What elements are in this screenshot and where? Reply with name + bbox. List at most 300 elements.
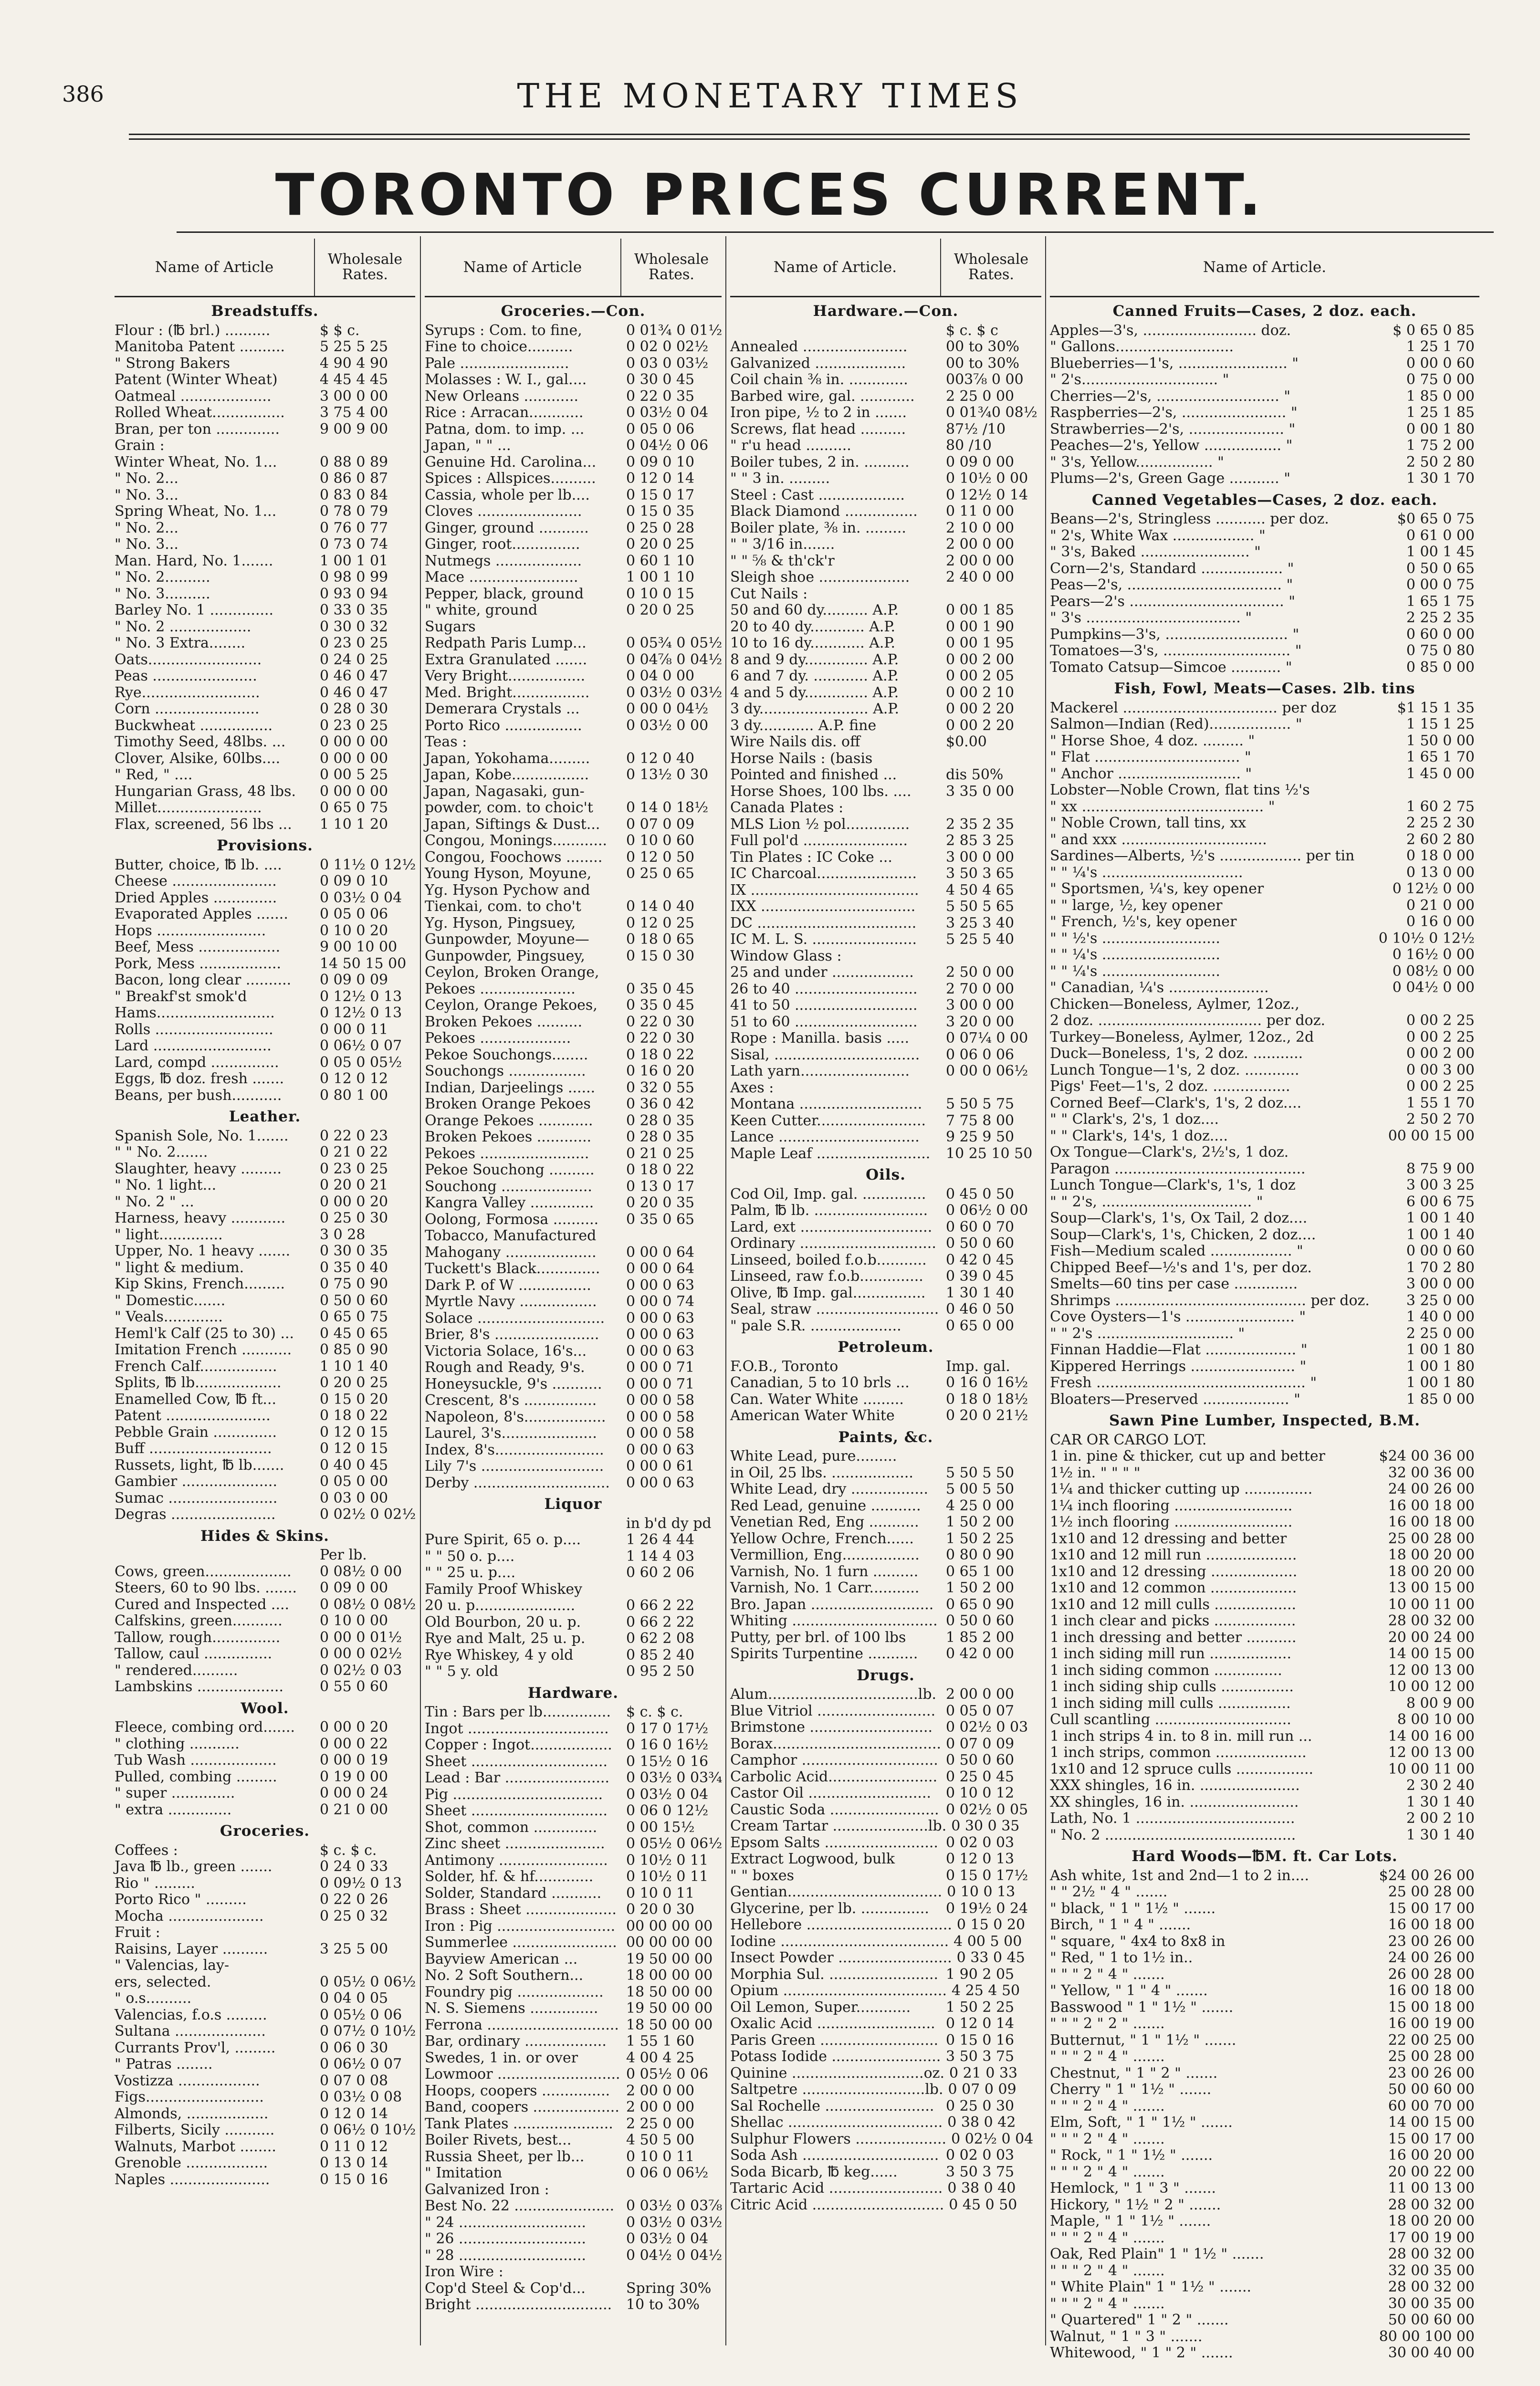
article-name: Steel : Cast ................... [730,486,905,503]
wholesale-rate: 0 42 0 00 [946,1645,1015,1662]
article-name: 50 and 60 dy.......... A.P. [730,602,899,618]
wholesale-rate: 0 25 0 45 [946,1768,1015,1785]
article-name: Porto Rico ................. [425,717,582,734]
article-name: " Red, " .... [115,766,193,783]
wholesale-rate: 19 50 00 00 [626,2000,713,2017]
price-row [115,751,415,767]
article-name: Citric Acid ............................. [730,2196,944,2213]
wholesale-rate [1346,996,1479,1013]
article-name: Screws, flat head .......... [730,420,906,438]
price-row [115,906,415,923]
article-name: " Sportsmen, ¼'s, key opener [1050,880,1264,897]
article-name: Spirits Turpentine ........... [730,1645,918,1662]
price-row [730,882,1041,899]
wholesale-rate: 0 00 2 25 [1406,1028,1475,1046]
wholesale-rate: 0 46 0 47 [320,684,388,701]
price-row [425,2165,722,2182]
price-row [425,1261,722,1277]
article-name: Cut Nails : [730,585,808,602]
article-name: Winter Wheat, No. 1... [115,453,277,471]
wholesale-rate: 00 00 15 00 [1388,1127,1475,1144]
article-name: Sulphur Flowers .................... [730,2130,947,2147]
wholesale-rate: 00 00 00 00 [626,1934,713,1951]
price-row [1050,2147,1479,2164]
price-row [115,339,415,356]
price-row [1050,2296,1479,2313]
price-row [1050,1868,1479,1884]
wholesale-rate: 0 00 0 00 [320,750,388,767]
wholesale-rate: 3 35 0 00 [946,783,1015,800]
wholesale-rate: 1 00 1 80 [1406,1341,1475,1358]
wholesale-rate: 2 25 2 35 [1406,609,1475,626]
article-name: 1½ in. " " " " [1050,1464,1141,1481]
price-row [1050,454,1479,471]
column-header [425,239,722,297]
wholesale-rate: 15 00 18 00 [1388,1999,1475,2016]
wholesale-rate: 22 00 25 00 [1388,2031,1475,2049]
wholesale-rate: 28 00 32 00 [1388,1612,1475,1629]
price-row [730,2016,1041,2032]
article-name: Maple, " 1 " 1½ " ....... [1050,2213,1211,2229]
article-name: Yg. Hyson, Pingsuey, [425,914,576,931]
wholesale-rate: 14 00 16 00 [1388,1727,1475,1745]
price-row [1050,700,1479,717]
article-name: Gentian.................................. [730,1884,943,1900]
price-row [115,2155,415,2172]
article-name: Eggs, ℔ doz. fresh ....... [115,1070,284,1087]
wholesale-rate: 0 04 0 00 [626,668,695,684]
article-name: Pale ........................ [425,355,569,372]
wholesale-rate: 0 22 0 26 [320,1891,388,1908]
column-header-article: Name of Article. [773,258,897,276]
price-row [730,2147,1041,2164]
wholesale-rate: 19 50 00 00 [626,1950,713,1967]
article-name: Beans—2's, Stringless ........... per doz. [1050,511,1329,527]
article-name: Ash white, 1st and 2nd—1 to 2 in.... [1050,1867,1309,1884]
wholesale-rate: 0 20 0 30 [626,1901,695,1918]
price-row [1050,323,1479,339]
article-name: Pigs' Feet—1's, 2 doz. ................. [1050,1078,1290,1095]
article-name: " Gallons.......................... [1050,338,1234,355]
wholesale-rate: 0 00 0 20 [320,1719,388,1736]
article-name: Pekoes ........................ [425,1145,589,1162]
article-name: Alum.................................lb. [730,1686,937,1703]
article-name: " Rock, " 1 " 1½ " ....... [1050,2147,1213,2164]
price-row [115,857,415,874]
wholesale-rate: 0 10 0 12 [946,1785,1015,1801]
price-row [425,1852,722,1869]
price-row [425,767,722,784]
price-row [425,2297,722,2313]
price-row [115,438,415,454]
wholesale-rate [621,2182,722,2198]
price-row [1050,1613,1479,1630]
price-row [730,1481,1041,1498]
price-row [115,2172,415,2188]
article-name: Saltpetre ...........................lb. [730,2081,943,2098]
price-row [425,586,722,603]
price-row [115,923,415,940]
article-name: " 2's.............................. " [1050,371,1229,388]
article-name: Patna, dom. to imp. ... [425,420,585,438]
wholesale-rate: 1 10 1 20 [320,816,388,833]
article-name: New Orleans ............ [425,387,579,405]
wholesale-rate: 0 13½ 0 30 [626,766,709,783]
price-row [115,1663,415,1679]
article-name: Pekoes ..................... [425,980,576,997]
price-row [115,1736,415,1753]
wholesale-rate: 0 10 0 15 [626,585,695,602]
wholesale-rate [621,1228,722,1245]
price-row [425,833,722,849]
section-heading: Sawn Pine Lumber, Inspected, B.M. [1109,1412,1420,1429]
article-name: Rope : Manilla. basis ..... [730,1030,910,1046]
wholesale-rate: 0 60 2 06 [626,1564,695,1581]
price-row [730,2098,1041,2115]
price-row [115,734,415,751]
wholesale-rate: 0 03½ 0 00 [626,717,709,734]
wholesale-rate: 18 00 20 00 [1388,1547,1475,1563]
price-column-4 [1050,239,1479,2361]
wholesale-rate: 3 50 3 75 [946,2163,1015,2180]
wholesale-rate: 0 02½ 0 03 [320,1662,402,1679]
article-name: Chicken—Boneless, Aylmer, 12oz., [1050,995,1299,1013]
price-row [425,1360,722,1376]
wholesale-rate: 0 05 0 06 [626,420,695,438]
article-name: 2 doz. .................................... per doz. [1050,1012,1326,1029]
price-row [730,800,1041,816]
article-name: Pig ................................. [425,1786,603,1803]
price-row [730,1219,1041,1236]
wholesale-rate: 1 50 2 25 [946,1999,1015,2016]
article-name: Bright .............................. [425,2296,612,2313]
article-name: " pale S.R. .................... [730,1317,901,1334]
wholesale-rate: 0 24 0 25 [320,651,388,668]
article-name: Napoleon, 8's.................. [425,1408,606,1425]
wholesale-rate [621,2264,722,2281]
wholesale-rate: 3 25 3 40 [946,914,1015,931]
price-row [425,1442,722,1459]
price-row [730,1186,1041,1203]
article-name: Peaches—2's, Yellow ................. " [1050,437,1293,454]
column-header [1050,239,1479,297]
article-name: Full pol'd ....................... [730,832,908,849]
wholesale-rate [941,586,1041,603]
price-row [1050,1029,1479,1046]
wholesale-rate: 9 00 9 00 [320,420,388,438]
wholesale-rate: 0 03½ 0 04 [320,889,402,906]
wholesale-rate: 0 02 0 03 [946,2147,1015,2164]
section-heading: Provisions. [217,837,313,854]
wholesale-rate: 0 45 0 50 [949,2196,1017,2213]
price-row [1050,1547,1479,1564]
price-row [730,866,1041,882]
price-row [730,635,1041,652]
article-name: Iron Wire : [425,2263,503,2280]
article-name: Buff ........................... [115,1440,272,1457]
wholesale-rate: 003⅞ 0 00 [946,371,1024,388]
article-name: Sultana .................... [115,2023,266,2040]
article-name: Molasses : W. I., gal.... [425,371,587,388]
wholesale-rate: 0 19½ 0 24 [946,1900,1028,1917]
wholesale-rate: 0 00 2 20 [946,701,1015,717]
article-name: Corned Beef—Clark's, 1's, 2 doz.... [1050,1094,1302,1111]
price-row [425,2050,722,2067]
article-name: Slaughter, heavy ......... [115,1160,282,1177]
price-row [115,1474,415,1490]
price-row [1050,1531,1479,1548]
price-row [1050,2197,1479,2214]
article-name: Fleece, combing ord....... [115,1719,295,1736]
article-name: " 3's, Baked ........................ " [1050,544,1261,560]
wholesale-rate: 0 03½ 0 04 [626,2230,709,2247]
price-row [115,1457,415,1474]
article-name: Orange Pekoes ............ [425,1112,593,1129]
wholesale-rate: 0 00 2 20 [946,717,1015,734]
price-column-2 [425,239,722,2338]
article-name: " Anchor ........................... " [1050,765,1252,782]
price-row [115,372,415,388]
price-row [425,1195,722,1212]
wholesale-rate: 0 00 0 58 [626,1425,695,1442]
price-row [730,1129,1041,1146]
wholesale-rate: 0 33 0 45 [956,1949,1025,1966]
wholesale-rate: 0 15½ 0 16 [626,1753,709,1770]
wholesale-rate: 0 19 0 00 [320,1768,388,1785]
article-name: 1½ inch flooring .......................... [1050,1514,1293,1530]
price-row [1050,1950,1479,1967]
wholesale-rate [315,438,415,454]
price-row [115,1088,415,1104]
wholesale-rate: 0 38 0 42 [947,2114,1016,2131]
wholesale-rate: 0 08½ 0 00 [1392,963,1475,980]
price-row [115,1957,415,1974]
wholesale-rate: 1 65 1 70 [1406,749,1475,765]
wholesale-rate [941,800,1041,816]
article-name: " 3's, Yellow................. " [1050,453,1224,471]
price-row [425,1146,722,1162]
wholesale-rate: 5 25 5 40 [946,931,1015,948]
price-row [730,701,1041,718]
wholesale-rate: 15 00 17 00 [1388,2130,1475,2147]
article-name: " " 2's, ................................. " [1050,1193,1263,1210]
price-row [730,1901,1041,1917]
price-row [1050,2016,1479,2032]
article-name: " No. 3... [115,486,178,503]
article-name: Galvanized .................... [730,355,906,372]
wholesale-rate: 8 75 9 00 [1406,1160,1475,1177]
article-name: " No. 2 .................. [115,618,251,635]
article-name: Brass : Sheet .................... [425,1901,617,1918]
price-row [115,1802,415,1819]
wholesale-rate: $ $ c. [320,322,360,339]
article-name: Venetian Red, Eng ........... [730,1514,919,1530]
wholesale-rate: 8 00 9 00 [1406,1695,1475,1712]
article-name: Patent ....................... [115,1407,271,1424]
article-name: " super .............. [115,1785,235,1801]
price-row [425,685,722,701]
price-row [425,1030,722,1047]
price-row [1050,356,1479,372]
wholesale-rate: 10 00 11 00 [1388,1760,1475,1778]
wholesale-rate: 1 50 2 00 [946,1580,1015,1596]
article-name: Solder, Standard ........... [425,1884,602,1902]
wholesale-rate: 3 00 0 00 [1406,1276,1475,1292]
price-row [425,503,722,520]
article-name: Cured and Inspected .... [115,1596,290,1613]
article-name: Ingot ............................... [425,1720,609,1737]
article-name: Imitation French ........... [115,1341,292,1358]
article-name: Syrups : Com. to fine, [425,322,582,339]
wholesale-rate: 0 36 0 42 [626,1096,695,1112]
article-name: Camphor .............................. [730,1752,938,1769]
price-row [425,1392,722,1409]
price-column-1 [115,239,415,2338]
wholesale-rate: 10 to 30% [626,2296,700,2313]
article-name: Sheet .............................. [425,1753,608,1770]
article-name: " Breakf'st smok'd [115,988,247,1005]
price-row [425,1631,722,1647]
article-name: " Patras ........ [115,2056,213,2072]
price-row [115,1359,415,1375]
wholesale-rate: 0 04 0 05 [320,1990,388,2007]
article-name: Sugars [425,618,476,635]
price-row [425,1869,722,1885]
column-header-rates: Wholesale Rates. [940,239,1041,296]
article-name: " " 2½ " 4 " ....... [1050,1884,1168,1900]
wholesale-rate: 0 12½ 0 13 [320,1005,402,1021]
price-row [1050,1177,1479,1194]
article-name: Axes : [730,1079,774,1096]
article-name: Fine to choice.......... [425,338,573,355]
article-name: 4 and 5 dy.............. A.P. [730,684,899,701]
price-row [1050,931,1479,947]
wholesale-rate: 0 25 0 65 [626,865,695,882]
article-name: Patent (Winter Wheat) [115,371,278,388]
article-name: 41 to 50 ........................... [730,997,918,1014]
article-name: Congou, Monings............ [425,832,608,849]
price-row [730,1835,1041,1852]
article-name: CAR OR CARGO LOT. [1050,1431,1207,1448]
article-name: Blue Vitriol .......................... [730,1702,936,1719]
article-name: F.O.B., Toronto [730,1358,838,1375]
price-row [730,553,1041,570]
wholesale-rate: 0 04½ 0 06 [626,437,709,454]
wholesale-rate: 0 30 0 45 [626,371,695,388]
wholesale-rate: $0.00 [946,733,987,750]
wholesale-rate: 2 35 2 35 [946,816,1015,833]
article-name: Kip Skins, French......... [115,1276,285,1292]
price-row [1050,2098,1479,2115]
price-row [730,1580,1041,1597]
price-list [425,303,722,2313]
wholesale-rate: 0 09½ 0 13 [320,1874,402,1892]
price-row [1050,1448,1479,1465]
price-row [730,2082,1041,2098]
article-name: 3 dy............ A.P. fine [730,717,877,734]
wholesale-rate: 0 60 0 00 [1406,626,1475,643]
wholesale-rate: 0 06 0 12½ [626,1802,709,1819]
article-name: 1x10 and 12 spruce culls ................. [1050,1760,1314,1778]
price-row [115,701,415,718]
column-divider [1045,236,1046,2345]
price-row [730,1375,1041,1392]
wholesale-rate: 20 00 24 00 [1388,1629,1475,1646]
wholesale-rate: 0 22 0 30 [626,1013,695,1030]
wholesale-rate: 0 50 0 60 [946,1752,1015,1769]
price-row [730,1359,1041,1375]
section-heading: Canned Fruits—Cases, 2 doz. each. [1112,303,1417,320]
wholesale-rate: 8 00 10 00 [1397,1711,1475,1728]
article-name: Calfskins, green........... [115,1612,283,1629]
price-row [115,668,415,685]
price-row [425,1647,722,1664]
article-name: Whiting ................................ [730,1612,938,1629]
wholesale-rate: 2 30 2 40 [1406,1777,1475,1794]
wholesale-rate: 0 00 0 63 [626,1474,695,1491]
price-row [1050,1095,1479,1112]
article-name: Linseed, boiled f.o.b........... [730,1251,927,1268]
article-name: " Red, " 1 to 1½ in.. [1050,1949,1193,1966]
wholesale-rate: 0 10 0 20 [320,922,388,939]
wholesale-rate: 0 00 0 11 [320,1021,388,1038]
price-row [115,2122,415,2139]
price-row [1050,996,1479,1013]
price-row [425,2132,722,2149]
wholesale-rate: 0 32 0 55 [626,1079,695,1096]
wholesale-rate: 0 98 0 99 [320,569,388,586]
price-row [730,652,1041,669]
wholesale-rate: 0 10 0 00 [320,1612,388,1629]
wholesale-rate: 0 38 0 40 [947,2180,1016,2197]
wholesale-rate: 0 00 2 25 [1406,1078,1475,1095]
article-name: Mocha ..................... [115,1907,264,1925]
price-row [115,1613,415,1630]
price-row [730,454,1041,471]
article-name: " Noble Crown, tall tins, xx [1050,815,1247,831]
price-row [730,1884,1041,1901]
article-name: Almonds, .................. [115,2105,269,2122]
price-row [115,2007,415,2024]
wholesale-rate: 0 00 0 64 [626,1244,695,1261]
wholesale-rate: 1 55 1 70 [1406,1094,1475,1111]
price-row [730,2131,1041,2148]
article-name: " r'u head .......... [730,437,851,454]
price-row [425,899,722,915]
wholesale-rate: 5 50 5 65 [946,898,1015,915]
article-name: Opium .................................... [730,1982,947,1999]
price-row [425,339,722,356]
article-name: Potass Iodide ........................ [730,2048,941,2065]
article-name: " " 5 y. old [425,1663,499,1680]
price-row [425,2215,722,2231]
article-name: Lath yarn........................ [730,1063,910,1079]
article-name: Corn—2's, Standard .................. " [1050,560,1294,577]
wholesale-rate: 0 12 0 40 [626,750,695,767]
price-row [425,1212,722,1228]
wholesale-rate: 0 95 2 50 [626,1663,695,1680]
article-name: Old Bourbon, 20 u. p. [425,1613,581,1631]
article-name: Basswood " 1 " 1½ " ....... [1050,1999,1234,2016]
article-name: " " " 2 " 4 " ....... [1050,1966,1165,1983]
article-name: " Horse Shoe, 4 doz. ......... " [1050,732,1255,749]
price-row [1050,1243,1479,1260]
article-name: Mahogany .................... [425,1244,597,1261]
article-name: " No. 2... [115,519,178,536]
article-name: " " " 2 " 4 " ....... [1050,2130,1165,2147]
wholesale-rate: 16 00 19 00 [1388,2015,1475,2032]
price-row [730,1547,1041,1564]
